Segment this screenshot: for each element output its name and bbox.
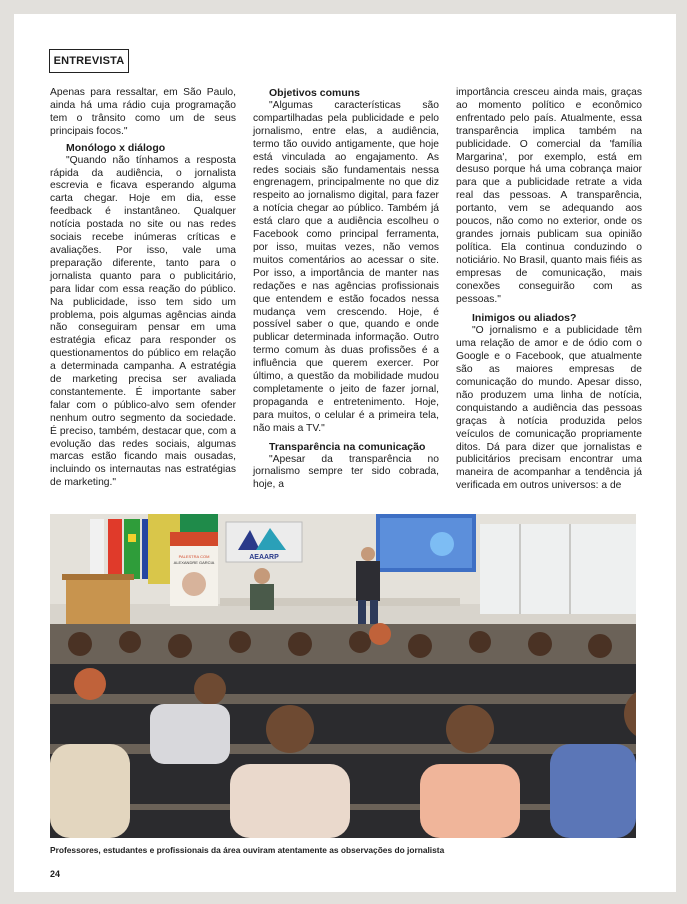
paragraph: "Apesar da transparência no jornalismo sempre ter sido cobrada, hoje, a — [253, 453, 439, 491]
subheading: Monólogo x diálogo — [66, 141, 166, 154]
paragraph: importância cresceu ainda mais, graças ao momento político e econômico enfrentado pelo país. Atualmente, essa transparência implica também na publicidade. O comercial da 'família Margarina', por exemplo, está em desuso porque há uma cobrança maior para que a publicidade retrate a vida real das pessoas. A transparência, portanto, vem se adequando aos poucos, não como no exterior, onde os grandes jornais publicam sua opinião política. Ela continua conduzindo o noticiário. No Brasil, quanto mais fiéis as empresas de comunicação, mais conexões conseguirão com as pessoas." — [456, 87, 642, 305]
paragraph: "Algumas características são compartilhadas pela publicidade e pelo jornalismo, entre elas, a audiência, termo tão ouvido antigamente, que hoje está vinculada ao engajamento. As redes sociais são fundamentais nessa engrenagem, principalmente no que diz respeito ao jornalismo digital, para fazer a notícia chegar ao público. Também já está claro que a audiência escolheu o Facebook como principal ferramenta, por isso, muitas vezes, não vemos muitos comentários ao acessar o site. Por isso, a importância de manter nas redações e nas agências profissionais que entendem e estão focados nessa mudança vem crescendo. Hoje, é possível saber o que, quando e onde publicar determinada informação. Outro termo comum às duas profissões é a influência que querem exercer. Por último, a questão da mobilidade mudou completamente o jeito de fazer jornal, propaganda e entretenimento. Hoje, para muitos, o celular é a primeira tela, não mais a TV." — [253, 100, 439, 434]
banner-title: PALESTRA COM — [178, 554, 210, 559]
paragraph: "O jornalismo e a publicidade têm uma relação de amor e de ódio com o Google e o Facebook, que atualmente são as maiores empresas de comunicação do mundo. Apesar disso, não produzem uma linha de notícia, conquistando a audiência das pessoas graças à notícia produzida pelos veículos de comunicação propriamente ditos. Dá para dizer que jornalistas e publicitários precisam encontrar uma maneira de acompanhar a tendência já verificada em outros universos: a de — [456, 325, 642, 492]
photo-caption: Professores, estudantes e profissionais da área ouviram atentamente as observações do jornalista — [50, 845, 445, 855]
subheading: Transparência na comunicação — [269, 440, 426, 453]
column-2 — [253, 87, 439, 492]
event-photo — [50, 514, 636, 838]
banner-subtitle: ALEXANDRE GARCIA — [173, 560, 215, 565]
page-number: 24 — [50, 869, 61, 879]
paragraph: "Quando não tínhamos a resposta rápida da audiência, o jornalista escrevia e ficava esperando alguma carta chegar. Hoje em dia, esse feedback é instantâneo. Qualquer notícia postada no site ou nas redes sociais recebe inúmeras críticas e avaliações. Por isso, vale uma preparação diferente, tanto para o jornalista quanto para o publicitário, para lidar com essa reação do público. Na publicidade, isso tem sido um problema, pois algumas agências ainda não conseguiram pensar em uma estratégia eficaz para responder os questionamentos do público em relação a determinada campanha. A estratégia de marketing precisa ser avaliada constantemente. É importante saber falar com o público-alvo sem ofender nenhum outro segmento da sociedade. É preciso, também, destacar que, com a evolução das redes sociais, algumas marcas estão ficando mais ousadas, incluindo os internautas nas estratégias de marketing." — [50, 154, 236, 489]
subheading: Objetivos comuns — [269, 87, 361, 99]
section-tag: ENTREVISTA — [49, 49, 129, 73]
logo-text: AEAARP — [249, 554, 279, 561]
column-1 — [50, 87, 236, 490]
column-3 — [456, 87, 642, 493]
paragraph: Apenas para ressaltar, em São Paulo, ainda há uma rádio cuja programação tem o trânsito como um de seus principais focos." — [50, 87, 236, 137]
subheading: Inimigos ou aliados? — [472, 312, 577, 325]
